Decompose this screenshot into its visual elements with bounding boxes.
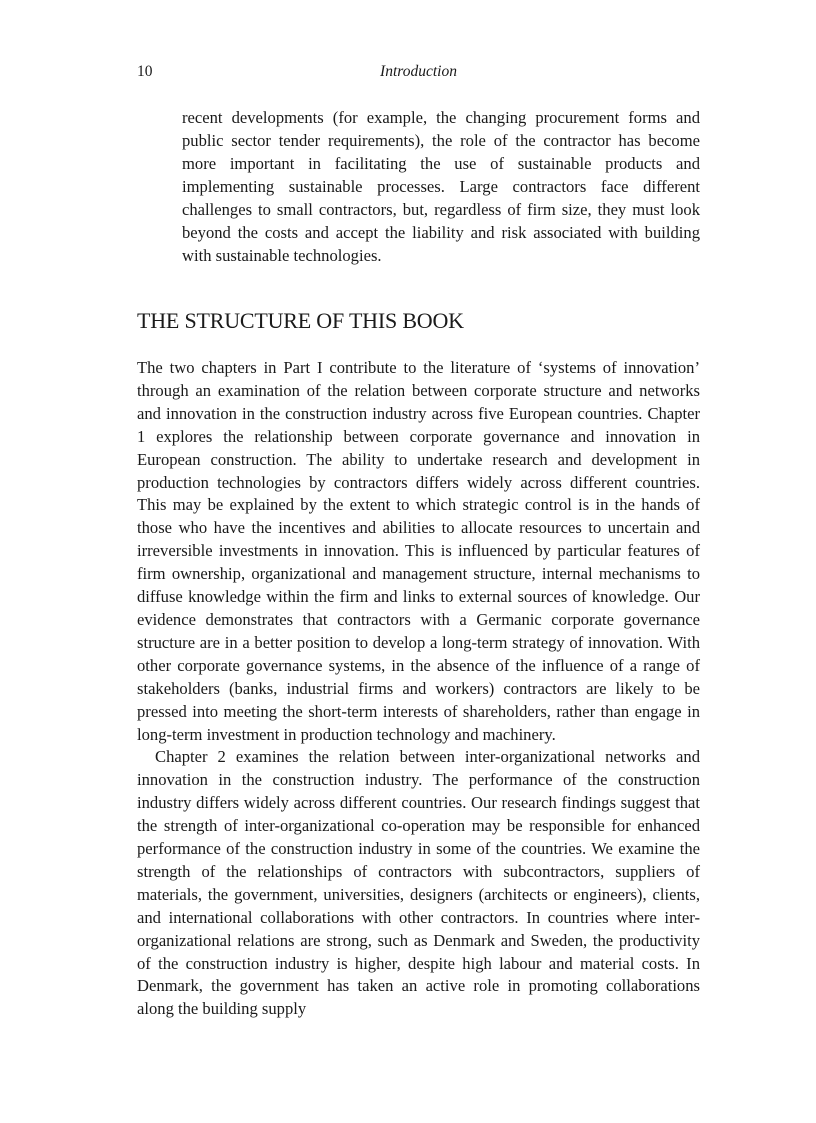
body-paragraph: The two chapters in Part I contribute to the literature of ‘systems of innovation’ through an examination of the relation between corporate structure and networks and innovation in the construction industry across five European countries. Chapter 1 explores the relationship between corporate governance and innovation in European construction. The ability to undertake research and development in production technologies by contractors differs widely across different countries. This may be explained by the extent to which strategic control is in the hands of those who have the incentives and abilities to allocate resources to uncertain and irreversible investments in innovation. This is influenced by particular features of firm ownership, organizational and management structure, internal mechanisms to diffuse knowledge within the firm and links to external sources of knowledge. Our evidence demonstrates that contractors with a Germanic corporate governance structure are in a better position to develop a long-term strategy of innovation. With other corporate governance systems, in the absence of the influence of a range of stakeholders (banks, industrial firms and workers) contractors are likely to be pressed into meeting the short-term interests of shareholders, rather than engage in long-term investment in production technology and machinery. — [137, 358, 700, 744]
page-number: 10 — [137, 63, 153, 80]
running-title: Introduction — [380, 63, 457, 80]
body-paragraph: Chapter 2 examines the relation between inter-organizational networks and innovation in the construction industry. The performance of the construction industry differs widely across different countries. Our research findings suggest that the strength of inter-organizational co-operation may be responsible for enhanced performance of the construction industry in some of the countries. We examine the strength of the relationships of contractors with subcontractors, suppliers of materials, the government, universities, designers (architects or engineers), clients, and international collaborations with other contractors. In countries where inter-organizational relations are strong, such as Denmark and Sweden, the productivity of the construction industry is higher, despite high labour and material costs. In Denmark, the government has taken an active role in promoting collaborations along the building supply — [137, 747, 700, 1019]
section-heading: THE STRUCTURE OF THIS BOOK — [137, 308, 464, 333]
running-head — [137, 61, 700, 83]
block-quote: recent developments (for example, the changing procurement forms and public sector tender requirements), the role of the contractor has become more important in facilitating the use of sustainable products and implementing sustainable processes. Large contractors face different challenges to small contractors, but, regardless of firm size, they must look beyond the costs and accept the liability and risk associated with building with sustainable technologies. — [182, 108, 700, 265]
section-body — [137, 357, 700, 1021]
